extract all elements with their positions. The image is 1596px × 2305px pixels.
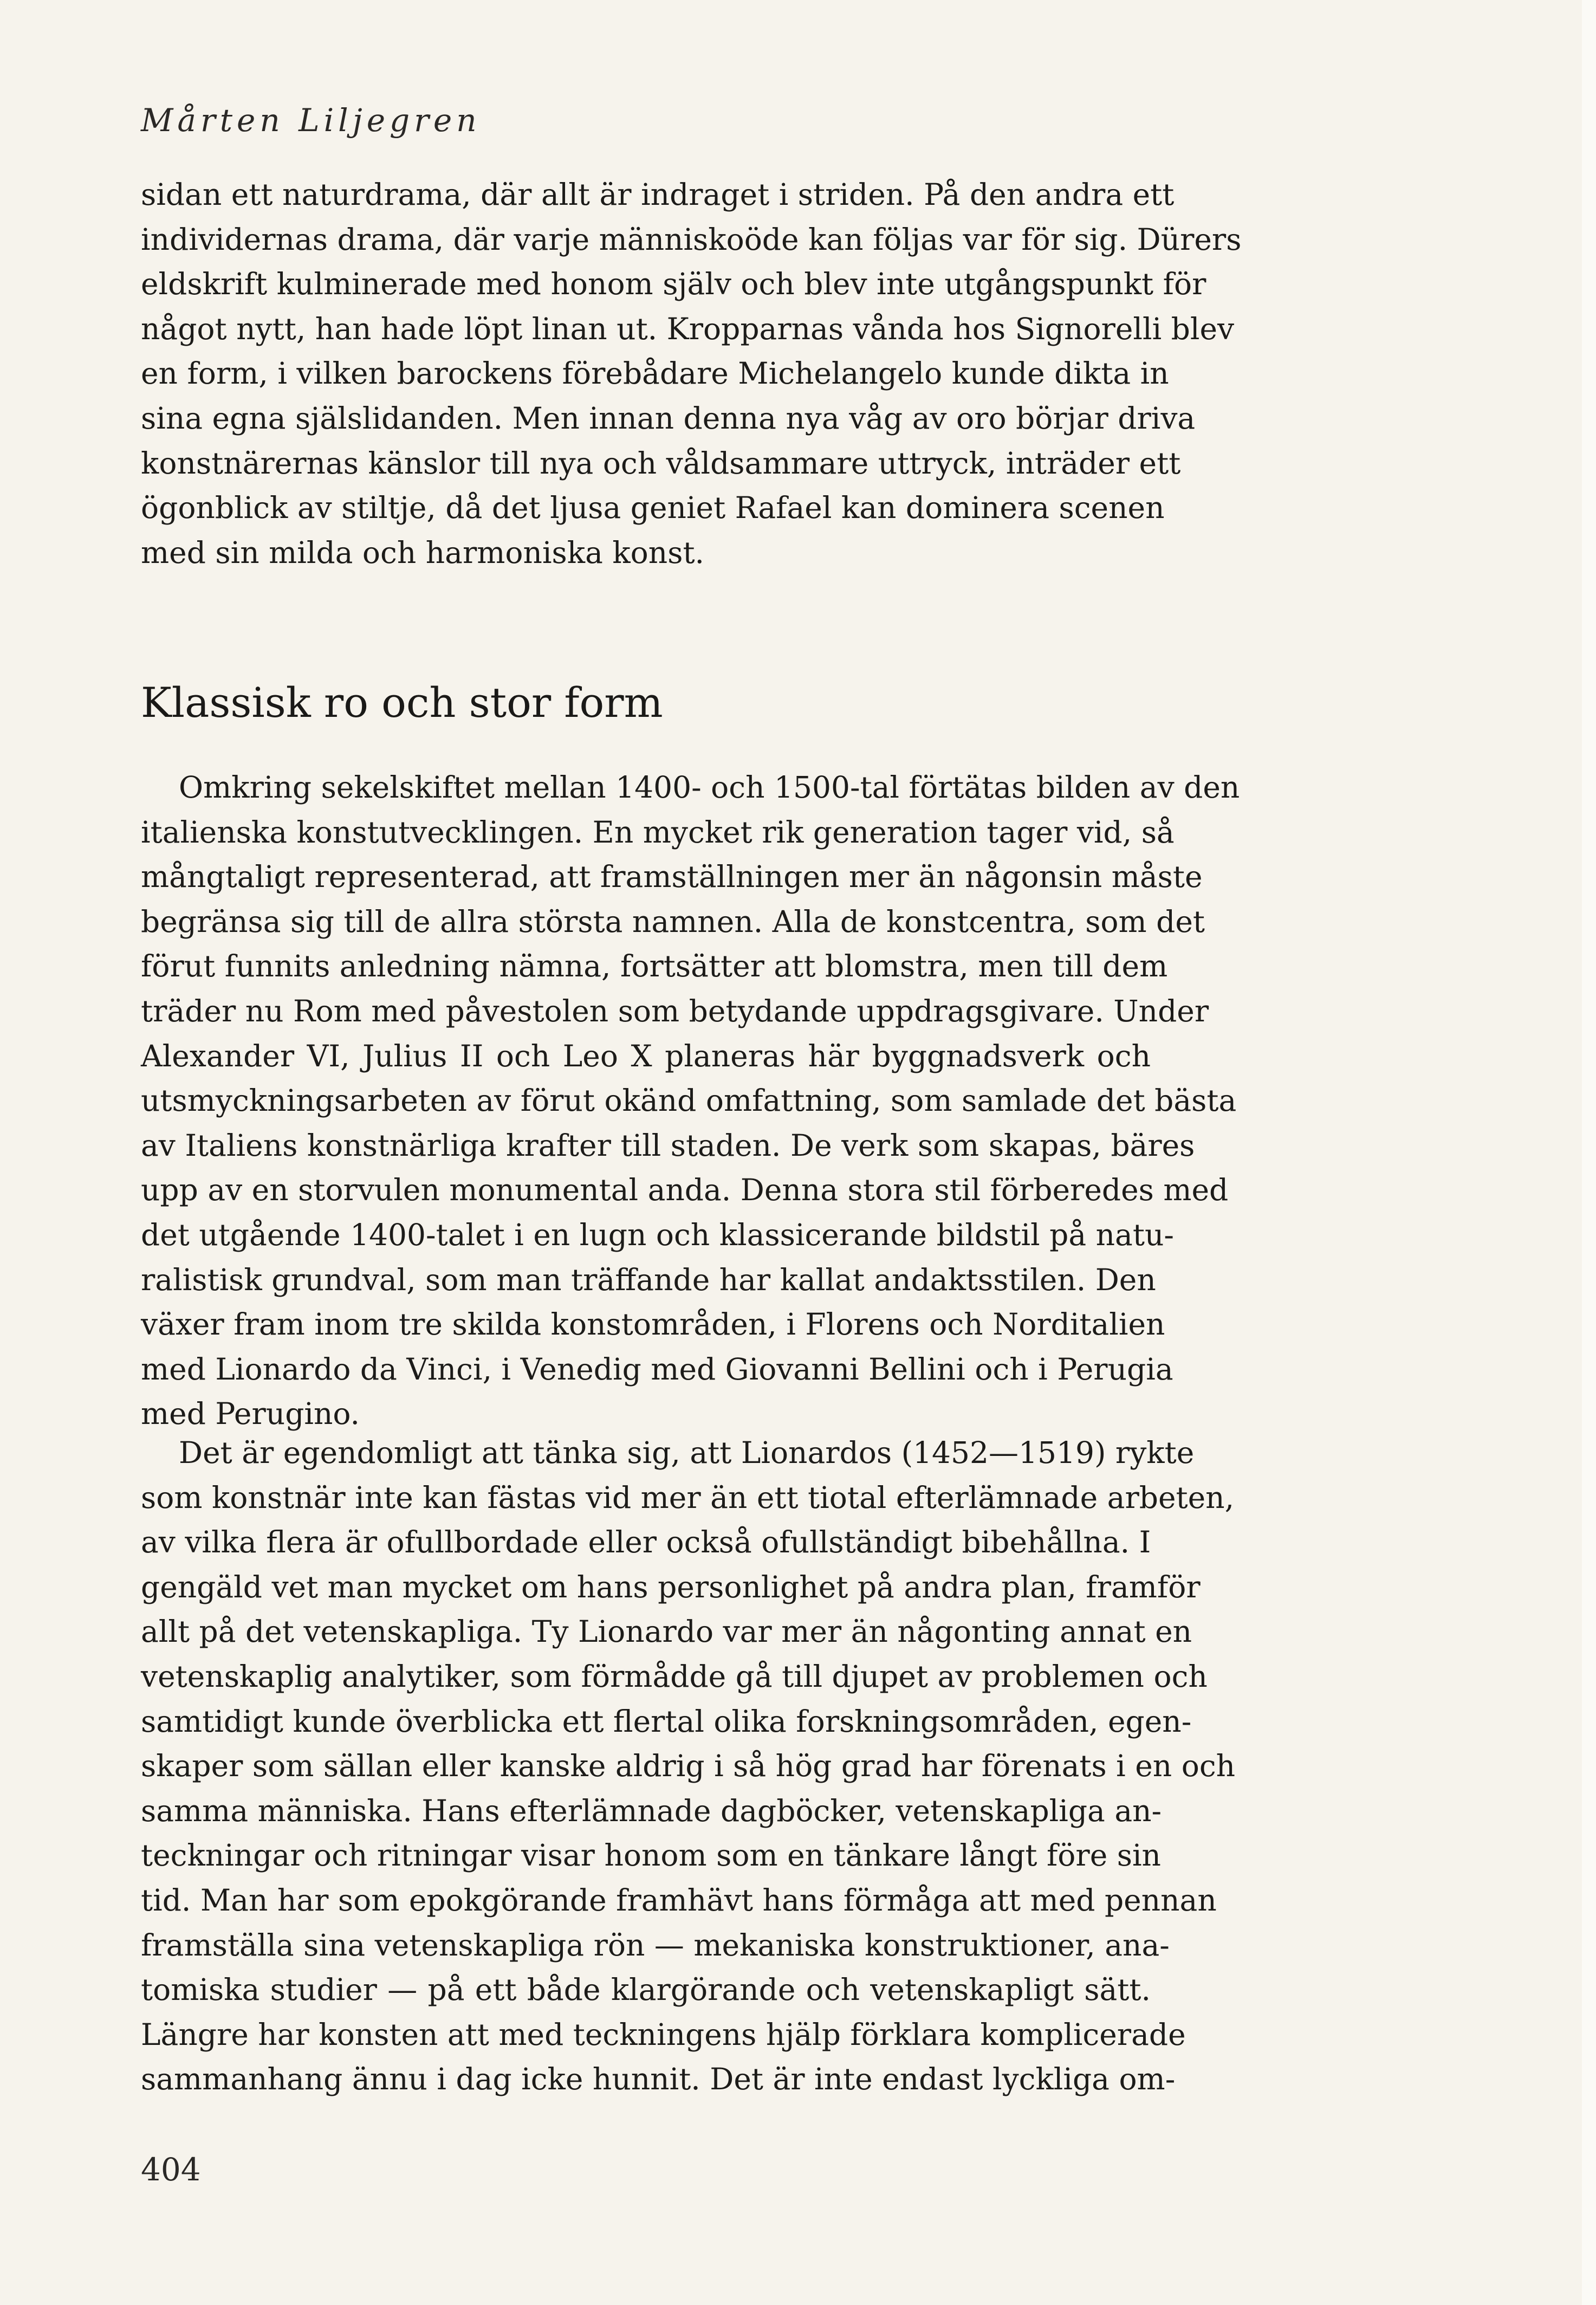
text-line: ralistisk grundval, som man träffande har kallat andaktsstilen. Den: [141, 1262, 1156, 1297]
text-line: samtidigt kunde överblicka ett flertal olika forskningsområden, egen-: [141, 1704, 1192, 1739]
text-line: med Lionardo da Vinci, i Venedig med Giovanni Bellini och i Perugia: [141, 1351, 1173, 1387]
paragraph-3: [141, 1430, 1236, 2102]
text-line: sammanhang ännu i dag icke hunnit. Det är inte endast lyckliga om-: [141, 2062, 1176, 2097]
text-line: av vilka flera är ofullbordade eller också ofullständigt bibehållna. I: [141, 1525, 1151, 1560]
text-line: gengäld vet man mycket om hans personlighet på andra plan, framför: [141, 1569, 1201, 1604]
text-line: framställa sina vetenskapliga rön — mekaniska konstruktioner, ana-: [141, 1927, 1170, 1963]
text-line: mångtaligt representerad, att framställningen mer än någonsin måste: [141, 859, 1203, 895]
text-line: utsmyckningsarbeten av förut okänd omfattning, som samlade det bästa: [141, 1083, 1237, 1118]
text-line: Det är egendomligt att tänka sig, att Lionardos (1452—1519) rykte: [179, 1435, 1195, 1470]
text-line: vetenskaplig analytiker, som förmådde gå till djupet av problemen och: [141, 1659, 1208, 1694]
text-line: Längre har konsten att med teckningens hjälp förklara komplicerade: [141, 2017, 1186, 2052]
paragraph-2: [141, 765, 1240, 1436]
text-line: individernas drama, där varje människoöde kan följas var för sig. Dürers: [141, 222, 1242, 257]
text-line: begränsa sig till de allra största namnen. Alla de konstcentra, som det: [141, 904, 1205, 939]
text-line: upp av en storvulen monumental anda. Denna stora stil förberedes med: [141, 1173, 1229, 1208]
text-line: teckningar och ritningar visar honom som en tänkare långt före sin: [141, 1838, 1161, 1873]
text-line: av Italiens konstnärliga krafter till staden. De verk som skapas, bäres: [141, 1128, 1195, 1163]
text-line: det utgående 1400-talet i en lugn och klassicerande bildstil på natu-: [141, 1217, 1174, 1252]
text-line: växer fram inom tre skilda konstområden, i Florens och Norditalien: [141, 1307, 1165, 1342]
text-line: förut funnits anledning nämna, fortsätter att blomstra, men till dem: [141, 949, 1168, 984]
text-line: sina egna själslidanden. Men innan denna nya våg av oro börjar driva: [141, 400, 1196, 436]
running-head: Mårten Liljegren: [141, 102, 481, 139]
text-line: eldskrift kulminerade med honom själv och blev inte utgångspunkt för: [141, 267, 1206, 302]
text-line: Omkring sekelskiftet mellan 1400- och 1500-tal förtätas bilden av den: [179, 770, 1240, 805]
text-line: Alexander VI, Julius II och Leo X planeras här byggnadsverk och: [141, 1038, 1151, 1073]
text-line: tid. Man har som epokgörande framhävt hans förmåga att med pennan: [141, 1882, 1217, 1918]
text-line: träder nu Rom med påvestolen som betydande uppdragsgivare. Under: [141, 993, 1209, 1028]
text-line: allt på det vetenskapliga. Ty Lionardo var mer än någonting annat en: [141, 1614, 1192, 1649]
paragraph-1: [141, 172, 1242, 575]
page-number: 404: [141, 2151, 201, 2188]
text-line: med sin milda och harmoniska konst.: [141, 535, 705, 570]
text-line: något nytt, han hade löpt linan ut. Kropparnas vånda hos Signorelli blev: [141, 311, 1235, 346]
text-line: tomiska studier — på ett både klargörande och vetenskapligt sätt.: [141, 1972, 1151, 2008]
text-line: samma människa. Hans efterlämnade dagböcker, vetenskapliga an-: [141, 1793, 1162, 1828]
text-line: sidan ett naturdrama, där allt är indraget i striden. På den andra ett: [141, 177, 1175, 212]
text-line: som konstnär inte kan fästas vid mer än ett tiotal efterlämnade arbeten,: [141, 1480, 1235, 1515]
text-line: ögonblick av stiltje, då det ljusa geniet Rafael kan dominera scenen: [141, 490, 1165, 526]
section-heading: Klassisk ro och stor form: [141, 678, 663, 727]
text-line: konstnärernas känslor till nya och våldsammare uttryck, inträder ett: [141, 445, 1181, 481]
text-line: italienska konstutvecklingen. En mycket rik generation tager vid, så: [141, 814, 1175, 850]
text-line: skaper som sällan eller kanske aldrig i så hög grad har förenats i en och: [141, 1749, 1236, 1784]
text-line: en form, i vilken barockens förebådare Michelangelo kunde dikta in: [141, 356, 1169, 391]
text-line: med Perugino.: [141, 1396, 360, 1432]
